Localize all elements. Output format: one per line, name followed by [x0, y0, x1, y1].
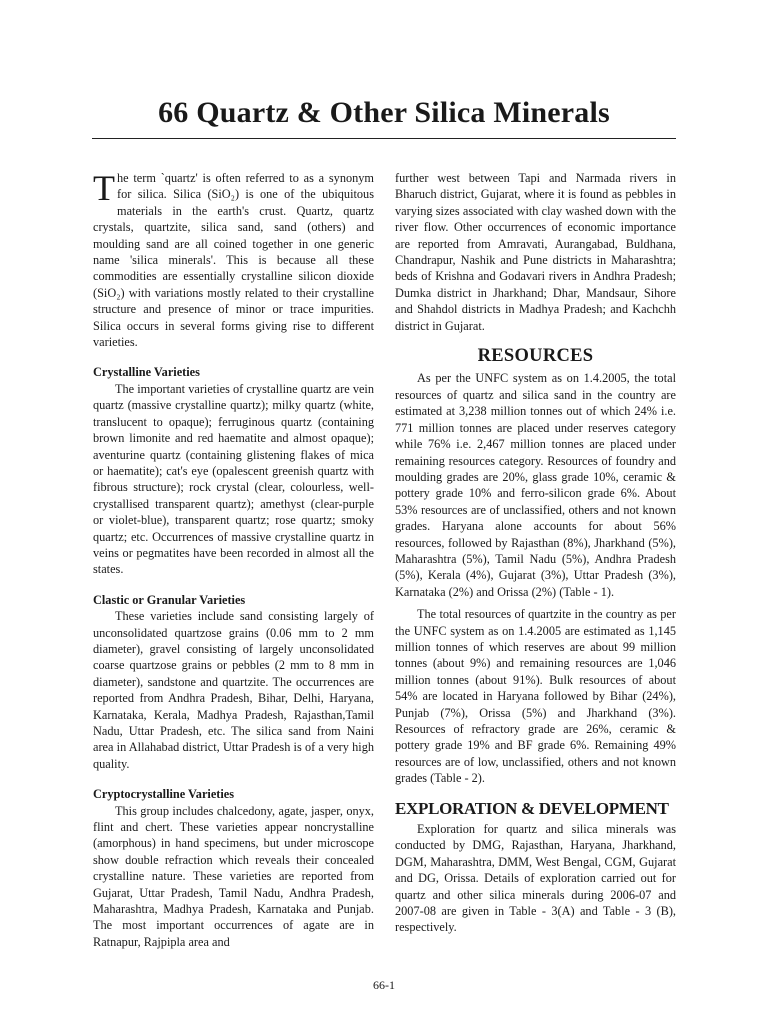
exploration-paragraph: Exploration for quartz and silica minerals was conducted by DMG, Rajasthan, Haryana, Jharkhand, DGM, Maharashtra, DMM, West Bengal, CGM, Gujarat and DG, Orissa. Details of exploration carried out for quartz and other silica minerals during 2006-07 and 2007-08 are given in Table - 3(A) and Table - 3 (B), respectively.	[395, 822, 676, 935]
cryptocrystalline-varieties-heading: Cryptocrystalline Varieties	[93, 787, 235, 802]
resources-paragraph-1: As per the UNFC system as on 1.4.2005, the total resources of quartz and silica sand in the country are estimated at 3,238 million tonnes out of which 24% i.e. 771 million tonnes are placed under reserves category while 76% i.e. 2,467 million tonnes are placed under remaining resources category. Resources of foundry and moulding grades are 20%, glass grade 10%, ceramic & pottery grade 10% and ferro-silicon grade 6%. About 53% resources are of unclassified, others and not known grades. Haryana alone accounts for about 56% resources, followed by Rajasthan (8%), Jharkhand (5%), Maharashtra (5%), Tamil Nadu (5%), Andhra Pradesh (5%), Kerala (4%), Gujarat (3%), Uttar Pradesh (3%), Karnataka (2%) and Orissa (2%) (Table - 1).	[395, 371, 676, 599]
resources-paragraph-2: The total resources of quartzite in the country as per the UNFC system as on 1.4.2005 are estimated as 1,145 million tonnes of which reserves are about 99 million tonnes (about 9%) and remaining resources are 1,046 million tonnes (about 91%). Bulk resources of about 54% are located in Haryana followed by Bihar (24%), Punjab (7%), Orissa (5%) and Jharkhand (3%). Resources of refractory grade are 26%, ceramic & pottery grade 19% and BF grade 6%. Remaining 49% resources are of low, unclassified, others and not known grades (Table - 2).	[395, 607, 676, 786]
drop-cap: T	[93, 168, 115, 208]
page-title: 66 Quartz & Other Silica Minerals	[158, 96, 610, 129]
page-number: 66-1	[373, 978, 395, 992]
cryptocrystalline-varieties-text: This group includes chalcedony, agate, jasper, onyx, flint and chert. These varieties appear noncrystalline (amorphous) in hand specimens, but under microscope show double refraction which reveals their concealed crystalline nature. These varieties are reported from Gujarat, Uttar Pradesh, Tamil Nadu, Andhra Pradesh, Maharashtra, Madhya Pradesh, Karnataka and Punjab. The most important occurrences of agate are in Ratnapur, Rajpipla area and	[93, 803, 374, 949]
continuation-paragraph: further west between Tapi and Narmada rivers in Bharuch district, Gujarat, where it is found as pebbles in varying sizes associated with clay washed down with the river flow. Other occurrences of economic importance are reported from Amravati, Aurangabad, Buldhana, Chandrapur, Nashik and Pune districts in Maharashtra; beds of Krishna and Godavari rivers in Andhra Pradesh; Dumka district in Jharkhand; Dhar, Mandsaur, Sihore and Shahdol districts in Madhya Pradesh; and Kachchh district in Gujarat.	[395, 171, 676, 333]
intro-text: he term `quartz' is often referred to as a synonym for silica. Silica (SiO₂) is one of the ubiquitous materials in the earth's crust. Quartz, quartz crystals, quartzite, silica sand, sand (others) and moulding sand are all coined together in one generic name 'silica minerals'. This is because all these commodities are essentially crystalline silicon dioxide (SiO₂) with variations mostly related to their crystalline structure and presence of minor or trace impurities. Silica occurs in several forms giving rise to different varieties.	[93, 171, 374, 350]
left-column	[93, 170, 374, 950]
clastic-varieties-text: These varieties include sand consisting largely of unconsolidated quartzose grains (0.06 mm to 2 mm diameter), gravel consisting of largely unconsolidated coarse quartzose grains or pebbles (2 mm to 8 mm in diameter), sandstone and quartzite. The occurrences are reported from Andhra Pradesh, Bihar, Delhi, Haryana, Karnataka, Kerala, Madhya Pradesh, Rajasthan,Tamil Nadu, Uttar Pradesh, etc. The silica sand from Naini area in Allahabad district, Uttar Pradesh is of a very high quality.	[93, 609, 374, 771]
crystalline-varieties-text: The important varieties of crystalline quartz are vein quartz (massive crystalline quartz); milky quartz (white, translucent to opaque); ferruginous quartz (containing brown limonite and red haematite and almost opaque); aventurine quartz (containing glistening flakes of mica or haematite); cat's eye (opalescent greenish quartz with fibrous structure); rock crystal (clear, colourless, well-crystallised transparent quartz); amethyst (clear-purple or violet-blue), transparent quartz; rose quartz; smoky quartz; etc. Occurrences of massive crystalline quartz in veins or pegmatites have been recorded in almost all the states.	[93, 381, 374, 577]
clastic-varieties-heading: Clastic or Granular Varieties	[93, 592, 246, 607]
resources-heading: RESOURCES	[477, 346, 594, 367]
exploration-heading: EXPLORATION & DEVELOPMENT	[395, 798, 669, 818]
title-divider	[92, 138, 676, 139]
right-column	[395, 170, 676, 936]
crystalline-varieties-heading: Crystalline Varieties	[93, 365, 200, 380]
intro-paragraph	[93, 170, 374, 350]
